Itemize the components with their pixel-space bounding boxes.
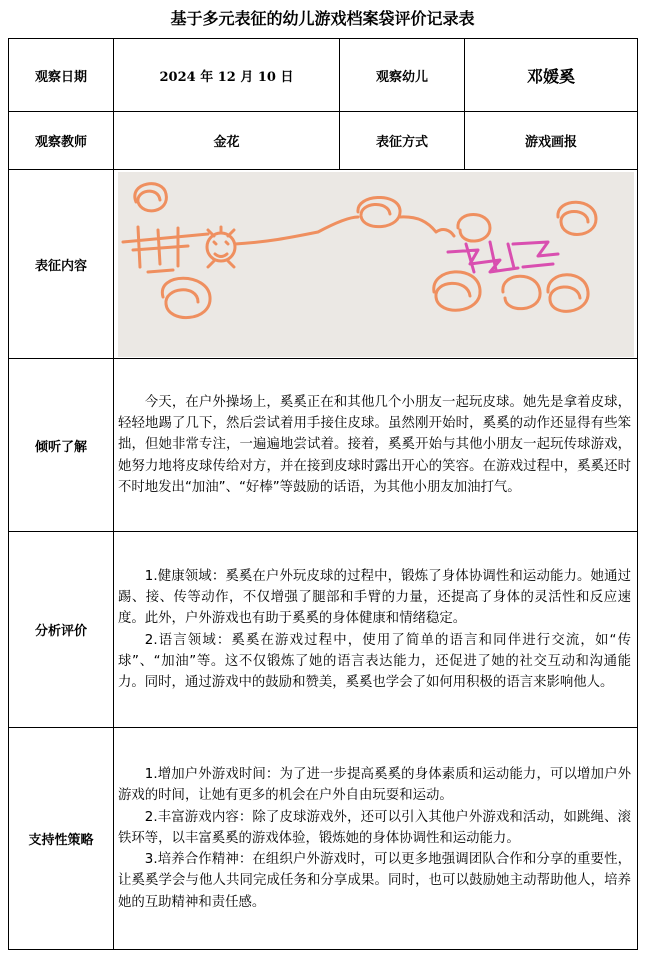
drawing-paper (118, 172, 634, 357)
page-title: 基于多元表征的幼儿游戏档案袋评价记录表 (170, 9, 475, 28)
method-label: 表征方式 (340, 112, 465, 170)
date-label: 观察日期 (9, 39, 114, 112)
child-label: 观察幼儿 (340, 39, 465, 112)
listening-label: 倾听了解 (9, 359, 114, 532)
analysis-label: 分析评价 (9, 532, 114, 728)
listening-paragraph: 今天，在户外操场上，奚奚正在和其他几个小朋友一起玩皮球。她先是拿着皮球，轻轻地踢了几下，然后尝试着用手接住皮球。虽然刚开始时，奚奚的动作还显得有些笨拙，但她非常专注，一遍遍地尝试着。接着，奚奚开始与其他小朋友一起玩传球游戏，她努力地将皮球传给对方，并在接到皮球时露出开心的笑容。在游戏过程中，奚奚还时不时地发出“加油”、“好棒”等鼓励的话语，为其他小朋友加油打气。 (118, 394, 631, 495)
analysis-paragraph: 1.健康领域：奚奚在户外玩皮球的过程中，锻炼了身体协调性和运动能力。她通过踢、接、传等动作，不仅增强了腿部和手臂的力量，还提高了身体的灵活性和反应速度。此外，户外游戏也有助于奚奚的身体健康和情绪稳定。 (118, 568, 631, 627)
representation-label: 表征内容 (9, 170, 114, 359)
teacher-label: 观察教师 (9, 112, 114, 170)
row-date-child (9, 39, 638, 112)
listening-content (114, 359, 638, 532)
row-strategy (9, 728, 638, 950)
strategy-content (114, 728, 638, 950)
row-representation (9, 170, 638, 359)
child-value: 邓媛奚 (465, 39, 638, 112)
strategy-paragraph: 3.培养合作精神：在组织户外游戏时，可以更多地强调团队合作和分享的重要性，让奚奚学会与他人共同完成任务和分享成果。同时，也可以鼓励她主动帮助他人，培养她的互助精神和责任感。 (118, 852, 631, 910)
record-table (8, 38, 638, 950)
analysis-content (114, 532, 638, 728)
analysis-paragraph: 2.语言领域：奚奚在游戏过程中，使用了简单的语言和同伴进行交流，如“传球”、“加油”等。这不仅锻炼了她的语言表达能力，还促进了她的社交互动和沟通能力。同时，通过游戏中的鼓励和赞美，奚奚也学会了如何用积极的语言来影响他人。 (118, 632, 631, 690)
row-analysis (9, 532, 638, 728)
strategy-paragraph: 2.丰富游戏内容：除了皮球游戏外，还可以引入其他户外游戏和活动，如跳绳、滚铁环等，以丰富奚奚的游戏体验，锻炼她的身体协调性和运动能力。 (118, 809, 631, 846)
child-drawing-image (118, 172, 634, 357)
method-value: 游戏画报 (465, 112, 638, 170)
strategy-paragraph: 1.增加户外游戏时间：为了进一步提高奚奚的身体素质和运动能力，可以增加户外游戏的时间，让她有更多的机会在户外自由玩耍和运动。 (118, 767, 631, 804)
drawing-cell (114, 170, 638, 359)
row-teacher-method (9, 112, 638, 170)
row-listening (9, 359, 638, 532)
teacher-value: 金花 (114, 112, 340, 170)
date-value: 2024 年 12 月 10 日 (114, 39, 340, 112)
strategy-label: 支持性策略 (9, 728, 114, 950)
